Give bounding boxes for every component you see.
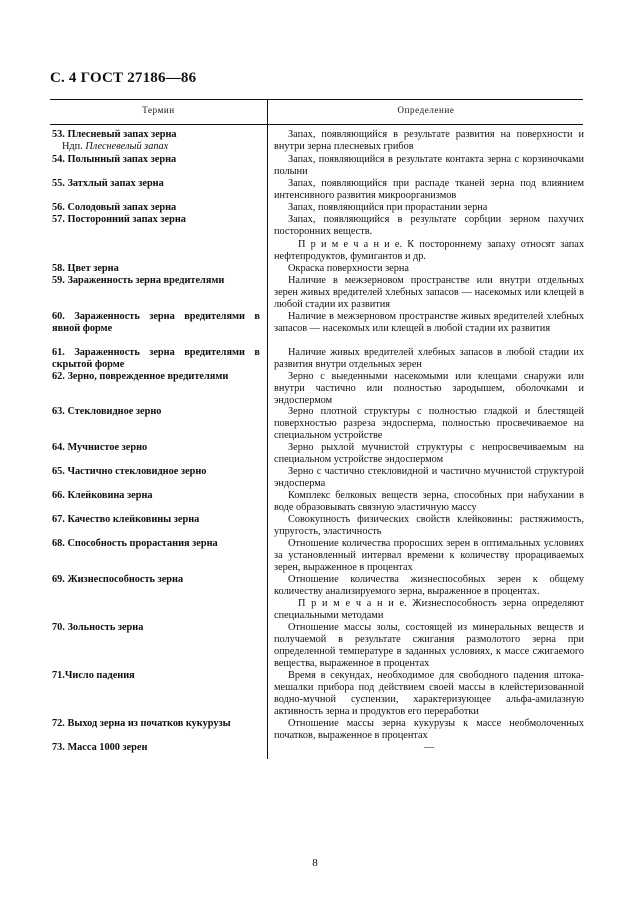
synonym-text: Плесневелый запах <box>85 141 169 152</box>
definition-67: Совокупность физических свойств клейковины: растяжимость, упругость, эластичность <box>274 514 584 537</box>
term-71: 71.Число падения <box>52 670 135 681</box>
definition-68: Отношение количества проросших зерен в оптимальных условиях за установленный интервал времени к количеству прорациваемых зерен, выраженное в процентах <box>274 538 584 573</box>
page-number: 8 <box>312 857 318 869</box>
definition-65: Зерно с частично стекловидной и частично мучнистой структурой эндосперма <box>274 466 584 489</box>
term-68: 68. Способность прорастания зерна <box>52 538 218 549</box>
synonym-prefix: Ндп. <box>62 141 83 152</box>
definition-61: Наличие живых вредителей хлебных запасов в любой стадии их развития внутри отдельных зерен <box>274 347 584 370</box>
term-58: 58. Цвет зерна <box>52 263 119 274</box>
term-62: 62. Зерно, поврежденное вредителями <box>52 371 229 382</box>
term-53-synonym <box>52 141 260 153</box>
definition-71: Время в секундах, необходимое для свободного падения штока-мешалки прибора под действием своей массы в клейстеризованной водно-мучной суспензии, характеризующее альфа-амилазную активность зерна и продуктов его переработки <box>274 670 584 717</box>
term-53-label: 53. Плесневый запах зерна <box>52 129 177 140</box>
column-divider <box>267 123 268 759</box>
definition-59: Наличие в межзерновом пространстве или внутри отдельных зерен живых вредителей хлебных запасов — насекомых или клещей в любой стадии их развития <box>274 275 584 310</box>
definition-55: Запах, появляющийся при распаде тканей зерна под влиянием интенсивного развития микроорганизмов <box>274 178 584 201</box>
term-53 <box>52 129 260 153</box>
definition-58: Окраска поверхности зерна <box>288 263 409 274</box>
term-73: 73. Масса 1000 зерен <box>52 742 148 753</box>
term-61: 61. Зараженность зерна вредителями в скрытой форме <box>52 347 260 370</box>
term-70: 70. Зольность зерна <box>52 622 144 633</box>
definition-72: Отношение массы зерна кукурузы к массе необмолоченных початков, выраженное в процентах <box>274 718 584 741</box>
definition-57: Запах, появляющийся в результате сорбции зерном пахучих посторонних веществ. <box>274 214 584 237</box>
page-header: С. 4 ГОСТ 27186—86 <box>50 70 197 86</box>
definition-66: Комплекс белковых веществ зерна, способных при набухании в воде образовывать связную эластичную массу <box>274 490 584 513</box>
definition-56: Запах, появляющийся при прорастании зерна <box>288 202 488 213</box>
term-67: 67. Качество клейковины зерна <box>52 514 200 525</box>
term-65: 65. Частично стекловидное зерно <box>52 466 207 477</box>
term-56: 56. Солодовый запах зерна <box>52 202 177 213</box>
definition-57-note: П р и м е ч а н и е. К постороннему запаху относят запах нефтепродуктов, фумигантов и др. <box>274 239 584 262</box>
term-column-header: Термин <box>142 105 175 115</box>
term-55: 55. Затхлый запах зерна <box>52 178 164 189</box>
table-column-header <box>50 99 583 125</box>
term-54: 54. Полынный запах зерна <box>52 154 177 165</box>
term-60: 60. Зараженность зерна вредителями в явной форме <box>52 311 260 334</box>
definition-62: Зерно с выеденными насекомыми или клещами снаружи или внутри частично или полностью зародышем, оболочками и эндоспермом <box>274 371 584 406</box>
term-72: 72. Выход зерна из початков кукурузы <box>52 718 231 729</box>
term-57: 57. Посторонний запах зерна <box>52 214 186 225</box>
term-69: 69. Жизнеспособность зерна <box>52 574 184 585</box>
definition-64: Зерно рыхлой мучнистой структуры с непросвечиваемым на специальном устройстве эндоспермом <box>274 442 584 465</box>
term-66: 66. Клейковина зерна <box>52 490 153 501</box>
header-divider <box>267 100 268 124</box>
definition-73: — <box>423 742 435 753</box>
definition-69-note: П р и м е ч а н и е. Жизнеспособность зерна определяют специальными методами <box>274 598 584 621</box>
definition-column-header: Определение <box>397 105 455 115</box>
term-63: 63. Стекловидное зерно <box>52 406 162 417</box>
definition-63: Зерно плотной структуры с полностью гладкой и блестящей поверхностью разреза эндосперма, полностью просвечиваемое на специальном устройстве <box>274 406 584 441</box>
definition-69: Отношение количества жизнеспособных зерен к общему количеству анализируемого зерна, выраженное в процентах. <box>274 574 584 597</box>
definition-54: Запах, появляющийся в результате контакта зерна с корзиночками полыни <box>274 154 584 177</box>
term-59: 59. Зараженность зерна вредителями <box>52 275 225 286</box>
definition-70: Отношение массы золы, состоящей из минеральных веществ и получаемой в результате сжигания размолотого зерна при определенной температуре в заданных условиях, к массе сжигаемого вещества, выраженное в процентах <box>274 622 584 669</box>
term-64: 64. Мучнистое зерно <box>52 442 148 453</box>
definition-53: Запах, появляющийся в результате развития на поверхности и внутри зерна плесневых грибов <box>274 129 584 152</box>
definition-60: Наличие в межзерновом пространстве живых вредителей хлебных запасов — насекомых или клещей в любой стадии их развития <box>274 311 584 334</box>
